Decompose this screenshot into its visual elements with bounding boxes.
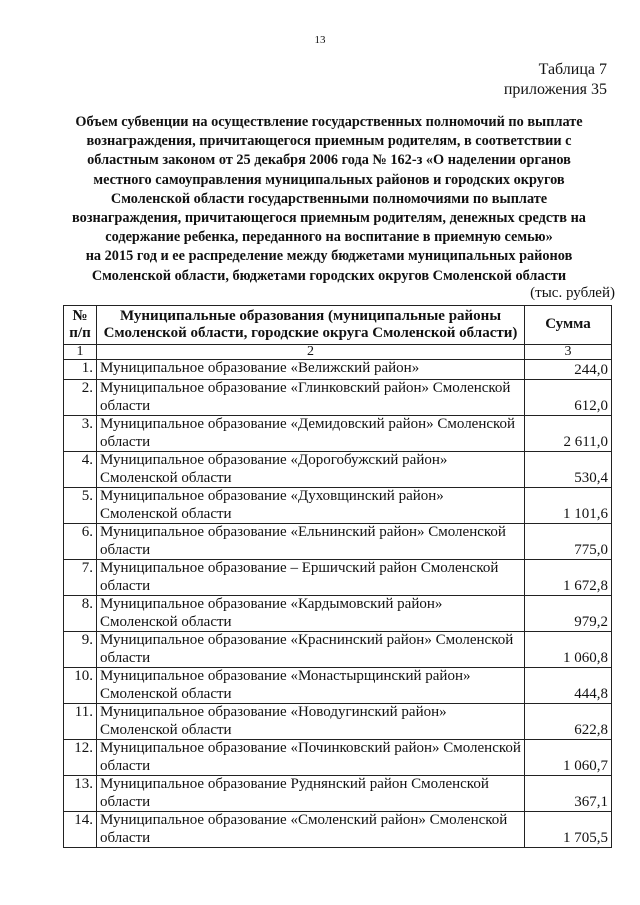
subvention-amount: 444,8 — [525, 668, 612, 704]
table-reference — [504, 60, 607, 100]
row-number: 10. — [64, 668, 97, 704]
units-label: (тыс. рублей) — [530, 285, 615, 301]
table-row — [64, 560, 612, 596]
row-number: 3. — [64, 416, 97, 452]
subvention-amount: 1 060,8 — [525, 632, 612, 668]
table-row — [64, 452, 612, 488]
table-row — [64, 524, 612, 560]
municipality-name: Муниципальное образование «Новодугинский район» Смоленской области — [97, 704, 525, 740]
row-number: 1. — [64, 360, 97, 380]
table-row — [64, 360, 612, 380]
municipality-name: Муниципальное образование «Ельнинский район» Смоленской области — [97, 524, 525, 560]
column-index: 3 — [525, 345, 612, 360]
municipality-name: Муниципальное образование «Смоленский район» Смоленской области — [97, 812, 525, 848]
municipality-name: Муниципальное образование «Краснинский район» Смоленской области — [97, 632, 525, 668]
subvention-amount: 530,4 — [525, 452, 612, 488]
table-row — [64, 776, 612, 812]
row-number: 14. — [64, 812, 97, 848]
header-municipality — [97, 306, 525, 345]
municipality-name: Муниципальное образование Руднянский район Смоленской области — [97, 776, 525, 812]
row-number: 2. — [64, 380, 97, 416]
column-index: 1 — [64, 345, 97, 360]
row-number: 4. — [64, 452, 97, 488]
subvention-amount: 2 611,0 — [525, 416, 612, 452]
table-row — [64, 596, 612, 632]
municipality-name: Муниципальное образование «Кардымовский район» Смоленской области — [97, 596, 525, 632]
header-number-line1: № — [72, 307, 88, 324]
row-number: 11. — [64, 704, 97, 740]
subvention-amount: 1 060,7 — [525, 740, 612, 776]
title-line: Смоленской области, бюджетами городских округов Смоленской области — [91, 267, 567, 284]
title-line: содержание ребенка, переданного на воспитание в приемную семью» — [105, 229, 553, 246]
document-title — [40, 113, 618, 286]
municipality-name: Муниципальное образование «Монастырщинский район» Смоленской области — [97, 668, 525, 704]
table-ref-line2: приложения 35 — [503, 81, 607, 98]
table-row — [64, 380, 612, 416]
header-number-line2: п/п — [69, 325, 91, 341]
table-row — [64, 740, 612, 776]
title-line: областным законом от 25 декабря 2006 года № 162-з «О наделении органов — [87, 152, 571, 169]
header-sum: Сумма — [525, 306, 612, 345]
column-index-row — [64, 345, 612, 360]
subvention-amount: 622,8 — [525, 704, 612, 740]
title-line: местного самоуправления муниципальных районов и городских округов — [93, 171, 565, 188]
title-line: Объем субвенции на осуществление государственных полномочий по выплате — [75, 114, 583, 130]
page-number: 13 — [314, 34, 326, 46]
table-header-row — [64, 306, 612, 345]
municipality-name: Муниципальное образование «Глинковский район» Смоленской области — [97, 380, 525, 416]
title-line: вознаграждения, причитающегося приемным родителям, денежных средств на — [72, 210, 586, 227]
header-municipality-line1: Муниципальные образования (муниципальные районы — [119, 307, 502, 324]
subvention-amount: 775,0 — [525, 524, 612, 560]
municipality-name: Муниципальное образование «Демидовский район» Смоленской области — [97, 416, 525, 452]
municipality-name: Муниципальное образование «Починковский район» Смоленской области — [97, 740, 525, 776]
municipality-name: Муниципальное образование «Духовщинский район» Смоленской области — [97, 488, 525, 524]
title-line: Смоленской области государственными полномочиями по выплате — [110, 190, 548, 207]
row-number: 7. — [64, 560, 97, 596]
row-number: 8. — [64, 596, 97, 632]
subvention-amount: 367,1 — [525, 776, 612, 812]
column-index: 2 — [97, 345, 525, 360]
subvention-amount: 244,0 — [525, 360, 612, 380]
municipality-name: Муниципальное образование «Дорогобужский район» Смоленской области — [97, 452, 525, 488]
row-number: 13. — [64, 776, 97, 812]
subvention-amount: 979,2 — [525, 596, 612, 632]
row-number: 9. — [64, 632, 97, 668]
table-row — [64, 632, 612, 668]
row-number: 12. — [64, 740, 97, 776]
row-number: 5. — [64, 488, 97, 524]
subvention-amount: 1 672,8 — [525, 560, 612, 596]
header-number — [64, 306, 97, 345]
municipality-name: Муниципальное образование – Ершичский район Смоленской области — [97, 560, 525, 596]
subvention-amount: 1 101,6 — [525, 488, 612, 524]
table-row — [64, 704, 612, 740]
table-row — [64, 488, 612, 524]
table-row — [64, 812, 612, 848]
subvention-table — [63, 305, 612, 848]
subvention-amount: 1 705,5 — [525, 812, 612, 848]
title-line: на 2015 год и ее распределение между бюджетами муниципальных районов — [85, 248, 573, 265]
table-row — [64, 416, 612, 452]
table-row — [64, 668, 612, 704]
municipality-name: Муниципальное образование «Велижский район» — [97, 360, 525, 380]
title-line: вознаграждения, причитающегося приемным родителям, в соответствии с — [86, 133, 572, 150]
subvention-amount: 612,0 — [525, 380, 612, 416]
header-municipality-line2: Смоленской области, городские округа Смоленской области) — [103, 325, 518, 341]
row-number: 6. — [64, 524, 97, 560]
table-ref-line1: Таблица 7 — [538, 61, 607, 78]
